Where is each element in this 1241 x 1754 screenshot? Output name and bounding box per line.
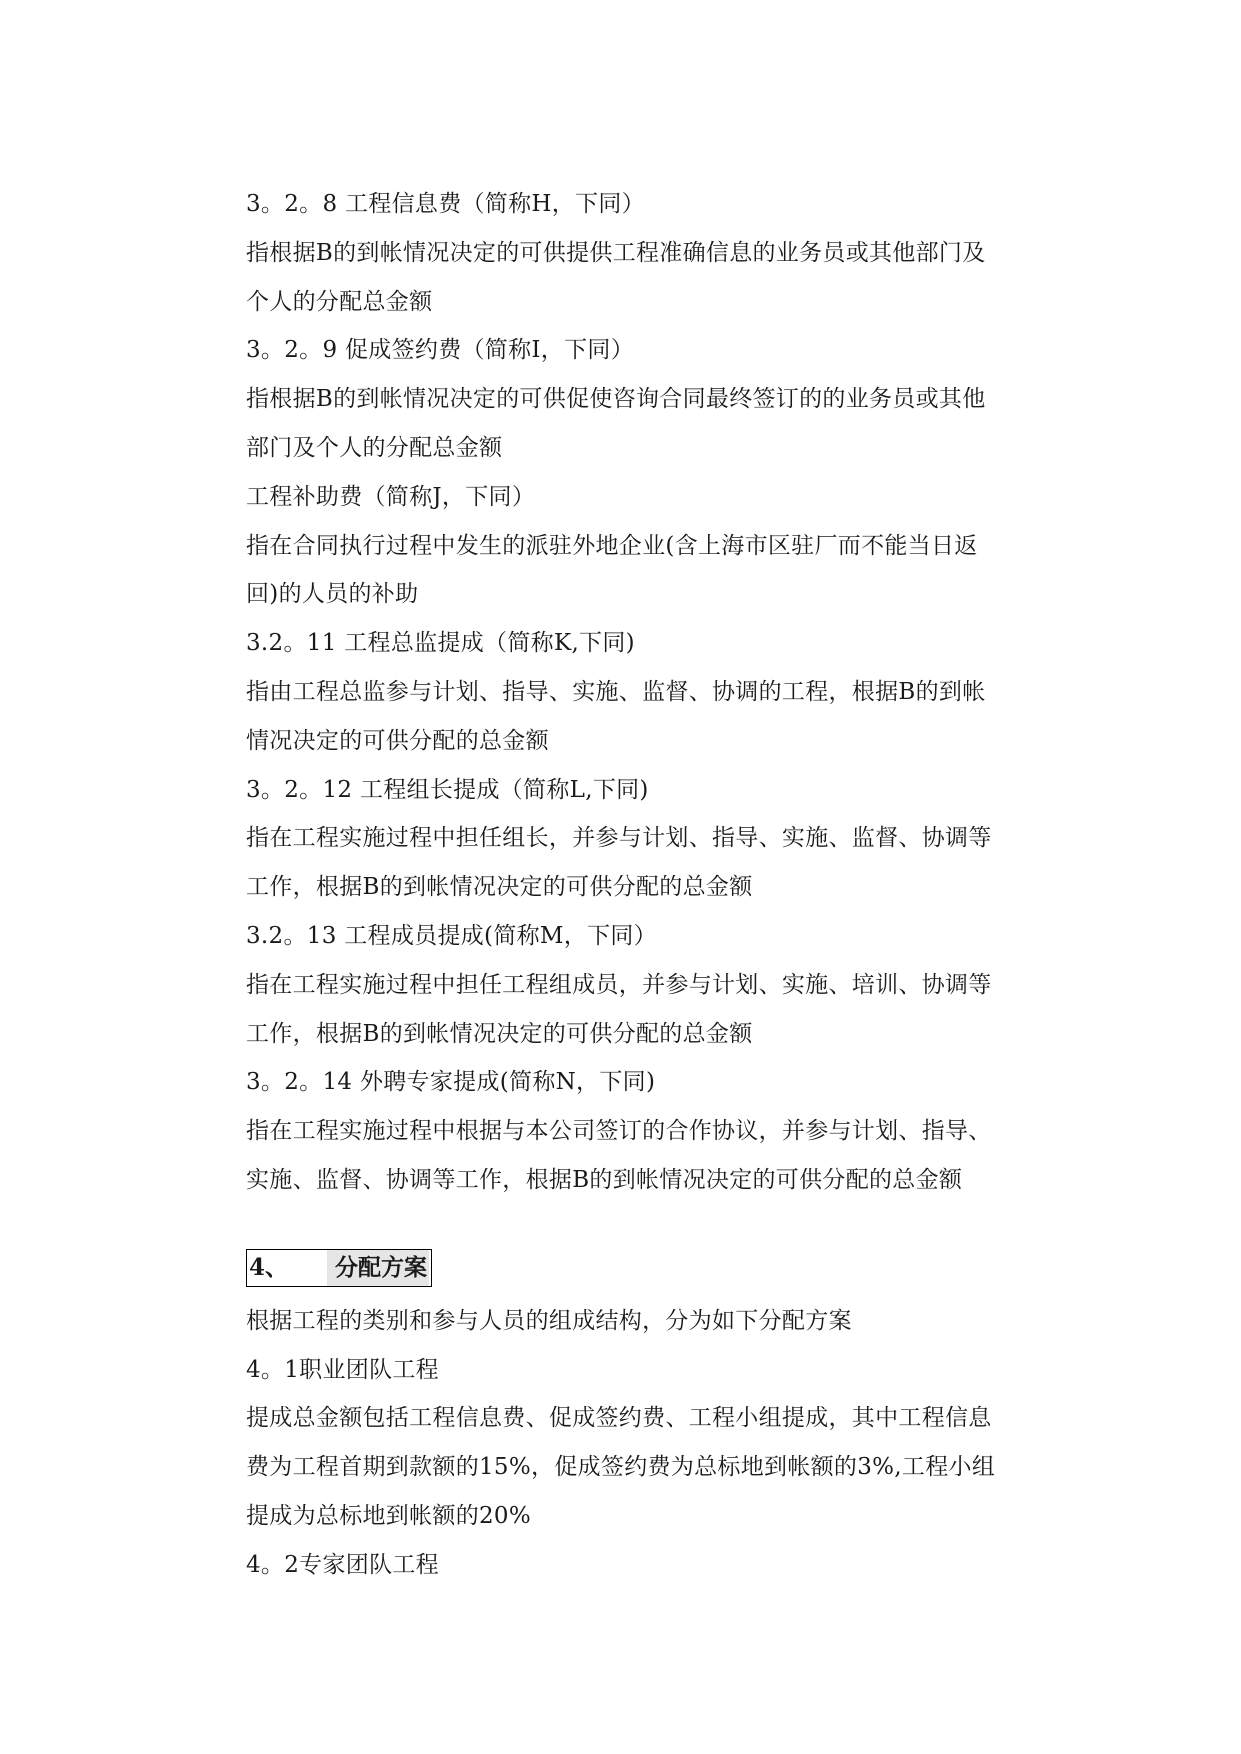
text-line: 3。2。8 工程信息费（简称H，下同）	[246, 191, 645, 217]
section-spacer	[246, 1205, 1046, 1245]
text-line: 工作，根据B的到帐情况决定的可供分配的总金额	[246, 874, 753, 901]
text-line: 指在工程实施过程中根据与本公司签订的合作协议，并参与计划、指导、	[246, 1118, 992, 1145]
text-line: 指由工程总监参与计划、指导、实施、监督、协调的工程，根据B的到帐	[246, 678, 986, 705]
text-line: 提成总金额包括工程信息费、促成签约费、工程小组提成，其中工程信息	[246, 1405, 992, 1432]
text-line: 指在合同执行过程中发生的派驻外地企业(含上海市区驻厂而不能当日返	[246, 532, 978, 559]
text-line: 费为工程首期到款额的15%，促成签约费为总标地到帐额的3%,工程小组	[246, 1454, 996, 1481]
definitions-section	[246, 180, 1046, 1205]
text-line: 提成为总标地到帐额的20%	[246, 1502, 532, 1529]
text-line: 工程补助费（简称J，下同）	[246, 483, 536, 510]
text-line: 3。2。9 促成签约费（简称I，下同）	[246, 337, 634, 364]
distribution-plan-section	[246, 1297, 1046, 1590]
section-number: 4、	[249, 1253, 289, 1281]
text-line: 情况决定的可供分配的总金额	[246, 727, 549, 754]
text-line: 指在工程实施过程中担任组长，并参与计划、指导、实施、监督、协调等	[246, 825, 992, 852]
text-line: 指在工程实施过程中担任工程组成员，并参与计划、实施、培训、协调等	[246, 971, 992, 998]
text-line: 4。2专家团队工程	[246, 1551, 439, 1578]
text-line: 个人的分配总金额	[246, 288, 433, 315]
text-line: 部门及个人的分配总金额	[246, 434, 503, 461]
text-line: 4。1职业团队工程	[246, 1356, 439, 1383]
text-line: 3.2。11 工程总监提成（简称K,下同)	[246, 630, 635, 657]
text-line: 工作，根据B的到帐情况决定的可供分配的总金额	[246, 1020, 753, 1047]
section-title: 分配方案	[327, 1250, 429, 1286]
text-line: 实施、监督、协调等工作，根据B的到帐情况决定的可供分配的总金额	[246, 1166, 963, 1193]
section-heading-4	[246, 1249, 432, 1287]
text-line: 3.2。13 工程成员提成(简称M，下同）	[246, 922, 657, 949]
text-line: 指根据B的到帐情况决定的可供促使咨询合同最终签订的的业务员或其他	[246, 386, 986, 413]
text-line: 指根据B的到帐情况决定的可供提供工程准确信息的业务员或其他部门及	[246, 239, 986, 266]
text-line: 回)的人员的补助	[246, 581, 419, 608]
text-line: 3。2。12 工程组长提成（简称L,下同)	[246, 776, 649, 803]
document-body	[246, 180, 1046, 1590]
text-line: 3。2。14 外聘专家提成(简称N，下同)	[246, 1069, 656, 1096]
text-line: 根据工程的类别和参与人员的组成结构，分为如下分配方案	[246, 1307, 852, 1334]
